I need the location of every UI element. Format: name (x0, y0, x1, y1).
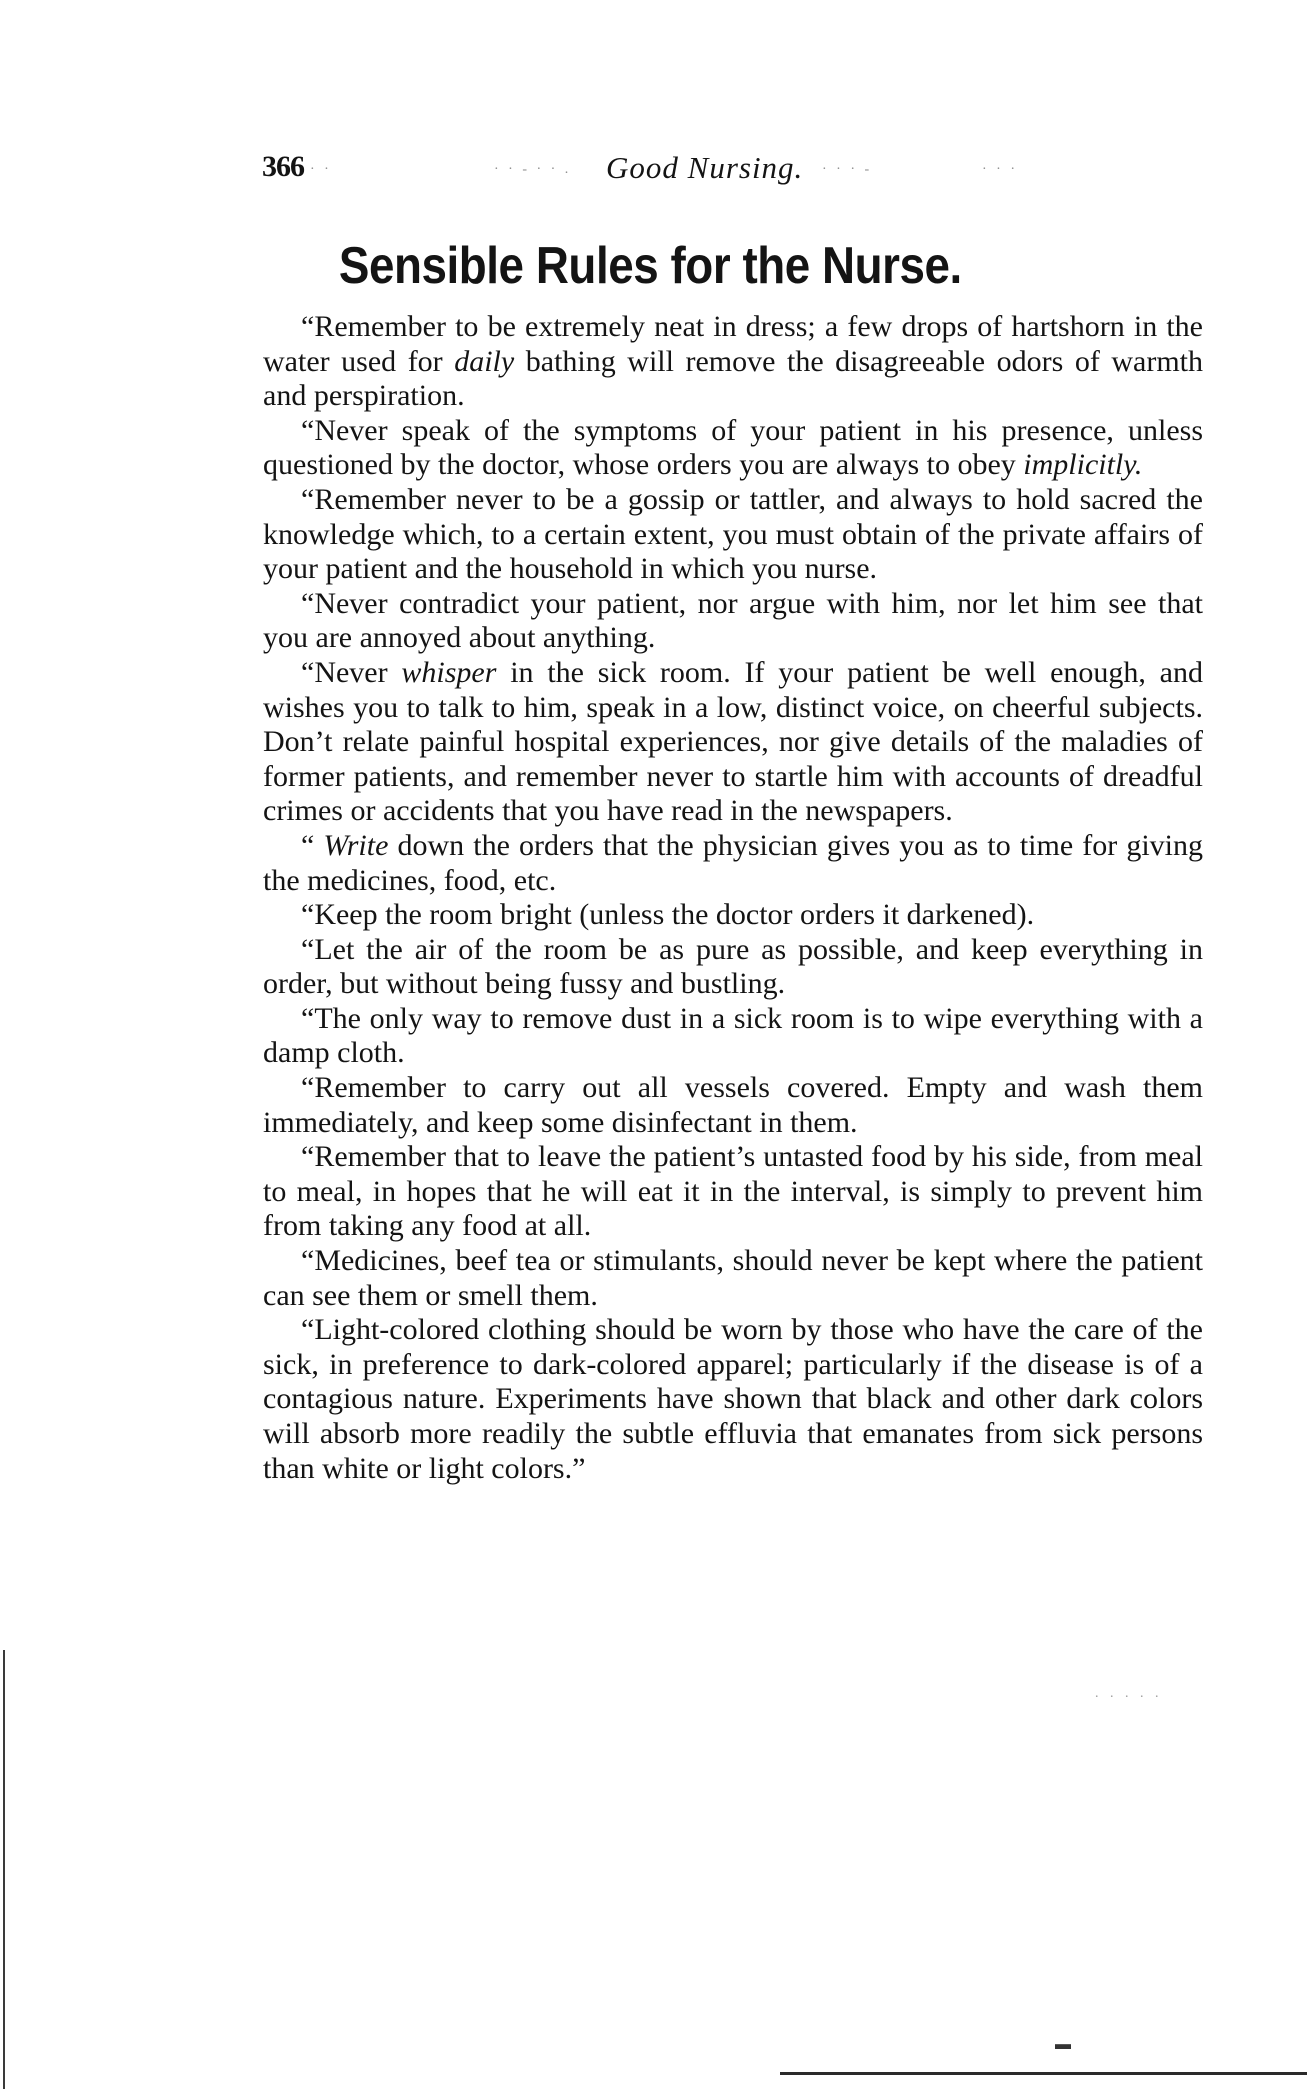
rule-paragraph (263, 1313, 1203, 1486)
rule-paragraph (263, 414, 1203, 483)
rule-paragraph (263, 656, 1203, 829)
print-specks: · · - · · . (494, 162, 572, 177)
paragraph-text: “Remember to be extremely neat in dress; a few drops of hartshorn in the water used for (263, 310, 1203, 378)
paragraph-text: “Never contradict your patient, nor argue with him, nor let him see that you are annoyed about anything. (263, 586, 1203, 655)
page-number: 366 (262, 150, 304, 183)
rule-paragraph (263, 1002, 1203, 1071)
paragraph-text: “Let the air of the room be as pure as possible, and keep everything in order, but without being fussy and bustling. (263, 932, 1203, 1001)
article-body (263, 310, 1203, 1486)
paragraph-text: “Never (301, 655, 402, 689)
running-title: Good Nursing. (606, 150, 804, 185)
emphasized-word: whisper (401, 655, 497, 689)
print-dash: ▬ (1055, 2036, 1071, 2053)
paragraph-text: “Light-colored clothing should be worn by those who have the care of the sick, in preference to dark-colored apparel; particularly if the disease is of a contagious nature. Experiments have shown that black and other dark colors will absorb more readily the subtle effluvia that emanates from sick persons than white or light colors.” (263, 1313, 1203, 1485)
paragraph-text: “Remember that to leave the patient’s untasted food by his side, from meal to meal, in hopes that he will eat it in the interval, is simply to prevent him from taking any food at all. (263, 1140, 1203, 1243)
rule-paragraph (263, 587, 1203, 656)
rule-paragraph (263, 310, 1203, 414)
rule-paragraph (263, 829, 1203, 898)
paragraph-text: down the orders that the physician gives you as to time for giving the medicines, food, etc. (263, 828, 1203, 897)
scan-edge-line (780, 2072, 1307, 2075)
rule-paragraph (263, 1244, 1203, 1313)
paragraph-text: “ (301, 828, 324, 862)
paragraph-text: “Keep the room bright (unless the doctor orders it darkened). (301, 898, 1035, 932)
print-specks: · · · (982, 162, 1018, 177)
emphasized-word: daily (454, 344, 515, 378)
binding-edge (3, 1650, 5, 2089)
emphasized-word: implicitly. (1023, 448, 1143, 482)
rule-paragraph (263, 898, 1203, 933)
article-title: Sensible Rules for the Nurse. (338, 237, 962, 295)
print-specks: · · (310, 162, 332, 177)
paragraph-text: “Remember never to be a gossip or tattler, and always to hold sacred the knowledge which, to a certain extent, you must obtain of the private affairs of your patient and the household in which you nurse. (263, 482, 1203, 586)
print-specks: . . . . . (1095, 1686, 1163, 1701)
paragraph-text: bathing will remove the disagreeable odors of warmth and perspiration. (263, 344, 1203, 413)
paragraph-text: in the sick room. If your patient be well enough, and wishes you to talk to him, speak in a low, distinct voice, on cheerful subjects. Don’t relate painful hospital experiences, nor give details of the maladies of former patients, and remember never to startle him with accounts of dreadful crimes or accidents that you have read in the newspapers. (263, 655, 1203, 828)
rule-paragraph (263, 1071, 1203, 1140)
paragraph-text: “Remember to carry out all vessels covered. Empty and wash them immediately, and keep some disinfectant in them. (263, 1071, 1203, 1139)
paragraph-text: “The only way to remove dust in a sick room is to wipe everything with a damp cloth. (263, 1001, 1203, 1070)
rule-paragraph (263, 933, 1203, 1002)
rule-paragraph (263, 483, 1203, 587)
emphasized-word: Write (323, 828, 389, 862)
paragraph-text: “Never speak of the symptoms of your patient in his presence, unless questioned by the doctor, whose orders you are always to obey (263, 413, 1203, 482)
running-head (262, 150, 1082, 190)
print-specks: · · · - (822, 162, 873, 177)
paragraph-text: “Medicines, beef tea or stimulants, should never be kept where the patient can see them or smell them. (263, 1244, 1203, 1312)
rule-paragraph (263, 1140, 1203, 1244)
